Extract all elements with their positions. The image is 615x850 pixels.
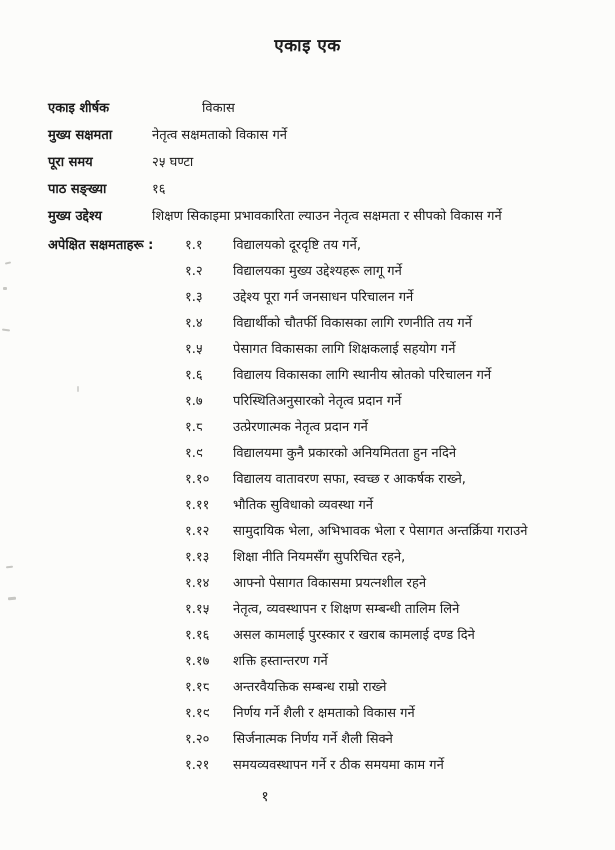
competency-number: १.२१ bbox=[185, 758, 210, 773]
competency-item bbox=[185, 259, 527, 285]
competency-number: १.१७ bbox=[185, 654, 210, 669]
competency-number: १.९ bbox=[185, 446, 203, 461]
competency-number: १.१ bbox=[185, 238, 203, 253]
competency-text: विद्यालयको दूरदृष्टि तय गर्ने, bbox=[233, 238, 361, 253]
meta-row bbox=[48, 176, 601, 203]
meta-label: पाठ सङ्ख्या bbox=[48, 182, 107, 197]
competency-item bbox=[185, 233, 527, 259]
scan-artifact bbox=[2, 328, 10, 331]
competency-number: १.१२ bbox=[185, 524, 210, 539]
competency-item bbox=[185, 545, 527, 571]
competency-number: १.१५ bbox=[185, 602, 210, 617]
competency-item bbox=[185, 415, 527, 441]
competency-text: विद्यालयका मुख्य उद्देश्यहरू लागू गर्ने bbox=[233, 264, 402, 279]
competency-text: असल कामलाई पुरस्कार र खराब कामलाई दण्ड दिने bbox=[233, 628, 475, 643]
competency-number: १.३ bbox=[185, 290, 203, 305]
competency-item bbox=[185, 311, 527, 337]
competency-text: विद्यालयमा कुनै प्रकारको अनियमितता हुन नदिने bbox=[233, 446, 457, 461]
competency-text: निर्णय गर्ने शैली र क्षमताको विकास गर्ने bbox=[233, 706, 415, 721]
competency-number: १.१८ bbox=[185, 680, 210, 695]
competency-text: उत्प्रेरणात्मक नेतृत्व प्रदान गर्ने bbox=[233, 420, 368, 435]
scan-artifact bbox=[5, 261, 11, 264]
meta-row bbox=[48, 203, 601, 230]
competency-number: १.१६ bbox=[185, 628, 210, 643]
page-number: १ bbox=[261, 789, 269, 805]
competency-text: सिर्जनात्मक निर्णय गर्ने शैली सिक्ने bbox=[233, 732, 393, 747]
competency-text: समयव्यवस्थापन गर्ने र ठीक समयमा काम गर्ने bbox=[233, 758, 444, 773]
meta-value: १६ bbox=[152, 182, 166, 197]
competency-text: उद्देश्य पूरा गर्न जनसाधन परिचालन गर्ने bbox=[233, 290, 414, 305]
meta-label: मुख्य सक्षमता bbox=[48, 128, 113, 143]
competency-text: विद्यालय वातावरण सफा, स्वच्छ र आकर्षक राख्ने, bbox=[233, 472, 466, 487]
competency-item bbox=[185, 337, 527, 363]
meta-value: २५ घण्टा bbox=[152, 155, 194, 170]
competency-item bbox=[185, 649, 527, 675]
competency-number: १.१३ bbox=[185, 550, 210, 565]
competency-item bbox=[185, 571, 527, 597]
competency-text: शक्ति हस्तान्तरण गर्ने bbox=[233, 654, 328, 669]
competency-item bbox=[185, 441, 527, 467]
competency-text: नेतृत्व, व्यवस्थापन र शिक्षण सम्बन्धी तालिम लिने bbox=[233, 602, 460, 617]
scan-artifact bbox=[6, 566, 13, 569]
competency-item bbox=[185, 753, 527, 779]
meta-row bbox=[48, 95, 601, 122]
competency-item bbox=[185, 493, 527, 519]
competency-number: १.८ bbox=[185, 420, 203, 435]
meta-label: मुख्य उद्देश्य bbox=[48, 209, 102, 224]
competency-text: विद्यार्थीको चौतर्फी विकासका लागि रणनीति तय गर्ने bbox=[233, 316, 472, 331]
meta-value: नेतृत्व सक्षमताको विकास गर्ने bbox=[152, 128, 287, 143]
competency-text: शिक्षा नीति नियमसँग सुपरिचित रहने, bbox=[233, 550, 406, 565]
competency-item bbox=[185, 597, 527, 623]
competency-number: १.१४ bbox=[185, 576, 210, 591]
expected-competencies-section bbox=[48, 233, 527, 779]
competency-number: १.२ bbox=[185, 264, 203, 279]
competency-item bbox=[185, 467, 527, 493]
competency-item bbox=[185, 727, 527, 753]
meta-label: एकाइ शीर्षक bbox=[48, 101, 110, 116]
competency-number: १.५ bbox=[185, 342, 203, 357]
competency-item bbox=[185, 701, 527, 727]
competency-text: भौतिक सुविधाको व्यवस्था गर्ने bbox=[233, 498, 373, 513]
competency-number: १.२० bbox=[185, 732, 210, 747]
competency-text: सामुदायिक भेला, अभिभावक भेला र पेसागत अन्तर्क्रिया गराउने bbox=[233, 524, 528, 539]
scan-artifact bbox=[8, 597, 16, 601]
unit-meta-section bbox=[48, 95, 601, 230]
meta-label: पूरा समय bbox=[48, 155, 93, 170]
competency-number: १.१० bbox=[185, 472, 210, 487]
competency-number: १.११ bbox=[185, 498, 210, 513]
competency-list bbox=[185, 233, 527, 779]
competency-text: पेसागत विकासका लागि शिक्षकलाई सहयोग गर्ने bbox=[233, 342, 456, 357]
expected-competencies-label: अपेक्षित सक्षमताहरू : bbox=[48, 238, 154, 253]
meta-value: शिक्षण सिकाइमा प्रभावकारिता ल्याउन नेतृत्व सक्षमता र सीपको विकास गर्ने bbox=[152, 209, 502, 224]
page-title: एकाइ एक bbox=[274, 36, 341, 56]
meta-value: विकास bbox=[202, 101, 235, 116]
competency-number: १.७ bbox=[185, 394, 203, 409]
competency-text: परिस्थितिअनुसारको नेतृत्व प्रदान गर्ने bbox=[233, 394, 402, 409]
meta-row bbox=[48, 122, 601, 149]
competency-text: आफ्नो पेसागत विकासमा प्रयत्नशील रहने bbox=[233, 576, 427, 591]
competency-item bbox=[185, 389, 527, 415]
competency-item bbox=[185, 519, 527, 545]
scan-artifact bbox=[77, 386, 79, 392]
competency-item bbox=[185, 363, 527, 389]
competency-number: १.६ bbox=[185, 368, 203, 383]
competency-item bbox=[185, 623, 527, 649]
competency-item bbox=[185, 285, 527, 311]
competency-item bbox=[185, 675, 527, 701]
competency-text: अन्तरवैयक्तिक सम्बन्ध राम्रो राख्ने bbox=[233, 680, 387, 695]
competency-number: १.४ bbox=[185, 316, 203, 331]
competency-text: विद्यालय विकासका लागि स्थानीय स्रोतको परिचालन गर्ने bbox=[233, 368, 492, 383]
scan-artifact bbox=[3, 287, 7, 290]
meta-row bbox=[48, 149, 601, 176]
competency-number: १.१९ bbox=[185, 706, 210, 721]
